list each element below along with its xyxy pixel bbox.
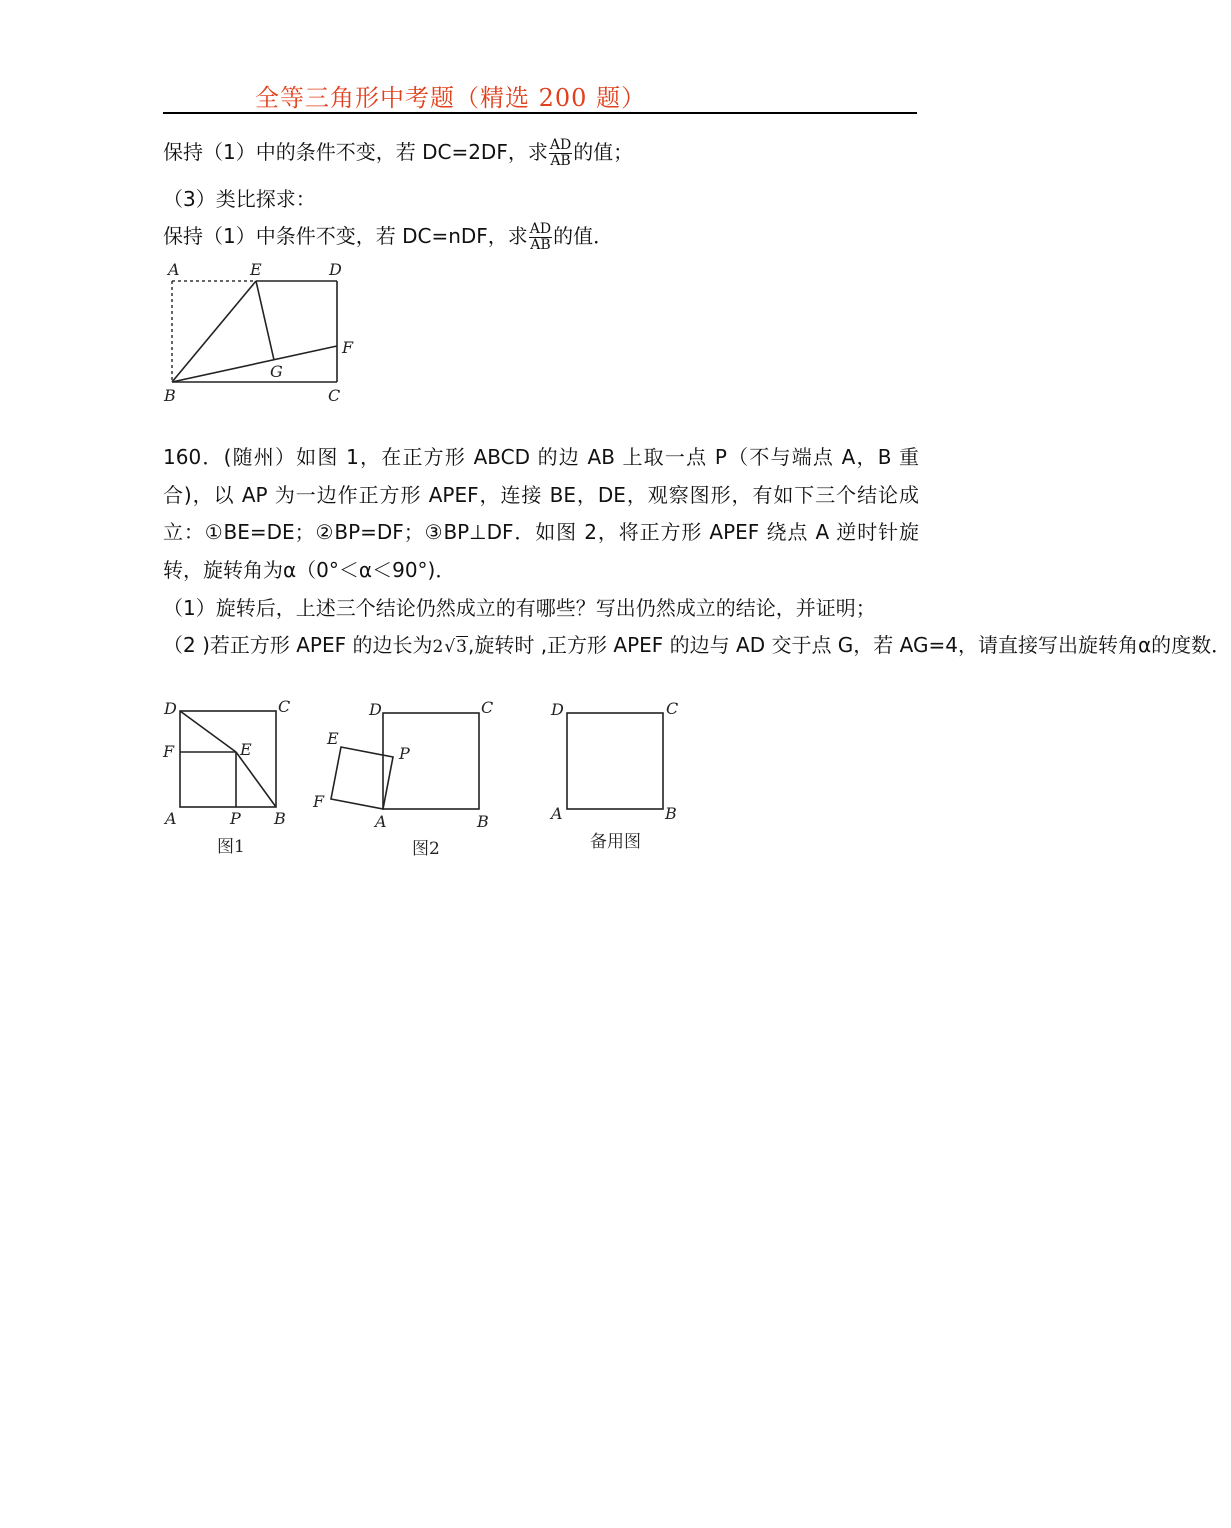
fraction-ad-ab [549,138,572,169]
prev-line-3 [163,222,613,253]
label-d: D [329,260,342,279]
figure-2 [305,698,505,863]
label-f: F [163,742,175,761]
label-p: P [399,744,410,763]
label-e: E [240,740,252,759]
fraction-ad-ab-2 [529,222,552,253]
label-g: G [270,362,283,381]
label-d: D [551,700,564,719]
fraction-denominator: AB [550,153,571,169]
label-b: B [164,386,176,405]
fraction-numerator: AD [529,221,552,237]
label-c: C [481,698,494,717]
math-2-sqrt-3: 2√3 [432,637,468,657]
label-d: D [369,700,382,719]
label-f: F [342,338,354,357]
label-b: B [665,804,677,823]
label-b: B [274,809,286,828]
label-a: A [165,809,177,828]
prev-line-1-end: 的值； [573,140,634,164]
label-a: A [375,812,387,831]
math-radicand: 3 [456,637,468,657]
figure-1-caption: 图1 [217,837,245,857]
label-d: D [164,699,177,718]
figure-rectangle-abcd [160,260,360,410]
fraction-numerator: AD [549,137,572,153]
square-abcd [567,713,663,809]
figure-spare [545,698,695,863]
problem-160-question-1: （1）旋转后，上述三个结论仍然成立的有哪些？写出仍然成立的结论，并证明； [163,596,876,620]
label-c: C [328,386,341,405]
segment-eb [236,752,276,807]
prev-line-1-text: 保持（1）中的条件不变，若 DC=2DF，求 [163,140,548,164]
segment-eg [256,281,274,360]
prev-line-2: （3）类比探求： [163,187,316,211]
question-2-text-cont: ,旋转时 ,正方形 APEF 的边与 AD 交于点 G，若 AG=4，请直接写出旋转角α的度数． [467,633,1231,657]
figure-1 [160,698,300,863]
figure-spare-caption: 备用图 [590,832,641,852]
label-e: E [327,729,339,748]
square-abcd [180,711,276,807]
header-rule [163,112,917,114]
label-a: A [168,260,180,279]
prev-line-1 [163,138,633,169]
label-a: A [551,804,563,823]
problem-160-statement: 160．(随州）如图 1，在正方形 ABCD 的边 AB 上取一点 P（不与端点 A，B 重合)，以 AP 为一边作正方形 APEF，连接 BE，DE，观察图形，有如下三个结论成立：①BE=DE；②BP=DF；③BP⊥DF．如图 2，将正方形 APEF 绕点 A 逆时针旋转，旋转角为α（0°＜α＜90°)． [163,445,919,582]
label-e: E [250,260,262,279]
square-abcd [383,713,479,809]
label-b: B [477,812,489,831]
document-header-title: 全等三角形中考题（精选 200 题） [255,84,647,112]
segment-de [180,711,236,752]
label-p: P [230,809,241,828]
math-coefficient: 2 [432,637,445,657]
figure-2-caption: 图2 [412,839,440,859]
label-c: C [666,699,679,718]
question-2-text: （2 )若正方形 APEF 的边长为 [163,633,433,657]
problem-160-question-2-line [163,631,1231,661]
label-f: F [313,792,325,811]
label-c: C [278,697,291,716]
fraction-denominator: AB [530,237,551,253]
prev-line-3-end: 的值． [553,224,614,248]
prev-line-3-text: 保持（1）中条件不变，若 DC=nDF，求 [163,224,528,248]
